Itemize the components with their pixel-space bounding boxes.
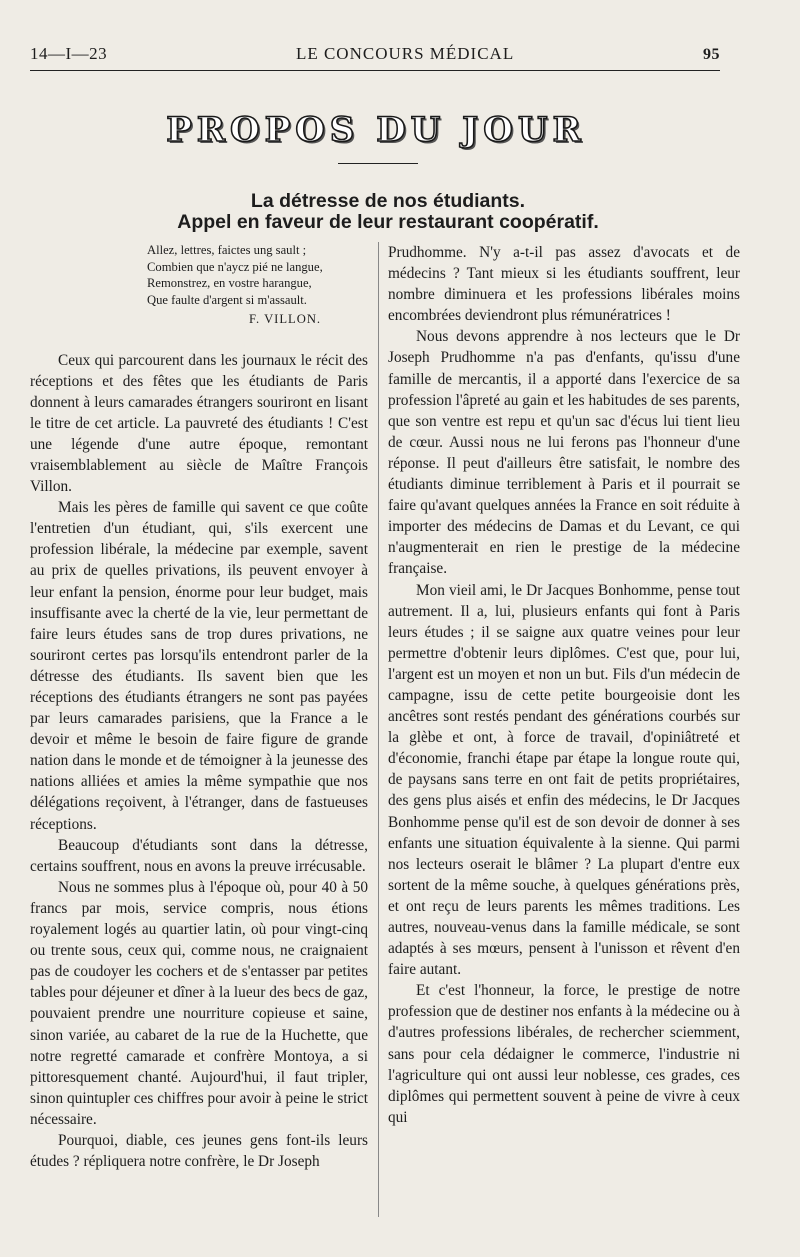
article-subheadline: Appel en faveur de leur restaurant coopératif. — [177, 211, 599, 233]
right-column — [388, 242, 740, 1128]
paragraph: Prudhomme. N'y a-t-il pas assez d'avocats et de médecins ? Tant mieux si les étudiants souffrent, leur nombre diminuera et les professions libérales moins encombrées deviendront plus rémunératrices ! — [388, 244, 740, 325]
page-number: 95 — [703, 46, 720, 63]
paragraph: Ceux qui parcourent dans les journaux le récit des réceptions et des fêtes que les étudiants de Paris donnent à leurs camarades étrangers souriront en lisant le titre de cet article. La pauvreté des étudiants ! C'est une légende d'une autre époque, remontant vraisemblablement au siècle de Maître François Villon. — [30, 351, 368, 496]
paragraph: Pourquoi, diable, ces jeunes gens font-ils leurs études ? répliquera notre confrère, le Dr Joseph — [30, 1131, 368, 1171]
left-column — [30, 242, 368, 1172]
issue-date: 14—I—23 — [30, 44, 108, 63]
epigraph-line: Combien que n'aycz pié ne langue, — [147, 259, 323, 274]
epigraph-line: Que faulte d'argent si m'assault. — [147, 292, 307, 307]
title-divider — [338, 163, 418, 164]
paragraph: Et c'est l'honneur, la force, le prestige de notre profession que de destiner nos enfants à la médecine ou à d'autres professions libérales, de rechercher sciemment, sans pour cela dédaigner le commerce, l'industrie ni l'agriculture qui ont aussi leur noblesse, ces grades, ces diplômes qui permettent souvent à peine de vivre à ceux qui — [388, 982, 740, 1126]
paragraph: Mais les pères de famille qui savent ce que coûte l'entretien d'un étudiant, qui, s'ils exercent une profession libérale, la médecine par exemple, savent au prix de quelles privations, ils peuvent envoyer à leur enfant la pension, énorme pour leur budget, mais insuffisante avec la cherté de la vie, leur permettant de faire leurs études sans de trop dures privations, ne souriront certes pas lorsqu'ils entendront parler de la détresse des étudiants. Ils savent bien que les réceptions des étudiants étrangers ne sont pas payées par leurs camarades parisiens, que la France a le devoir et même le besoin de faire figure de grande nation dans le monde et de témoigner à la jeunesse des nations alliées et amies la même sympathie que nos délégations reçoivent, à l'étranger, dans de fastueuses réceptions. — [30, 499, 368, 833]
epigraph-line: Allez, lettres, faictes ung sault ; — [147, 243, 307, 257]
paragraph: Beaucoup d'étudiants sont dans la détresse, certains souffrent, nous en avons la preuve irrécusable. — [30, 836, 368, 875]
article-headline: La détresse de nos étudiants. — [250, 190, 526, 212]
column-divider — [378, 242, 379, 1217]
section-title: PROPOS DU JOUR — [166, 110, 586, 150]
paragraph: Mon vieil ami, le Dr Jacques Bonhomme, pense tout autrement. Il a, lui, plusieurs enfants qui font à Paris leurs études ; il se saigne aux quatre veines pour leur permettre d'obtenir leurs diplômes. C'est que, pour lui, l'argent est un moyen et non un but. Fils d'un médecin de campagne, issu de cette petite bourgeoisie dont les ancêtres sont restés pendant des générations courbés sur la glèbe et ont, à force de travail, d'opiniâtreté et d'économie, franchi étape par étape la longue route qui, de paysans sans terre en ont fait de petits propriétaires, des gens plus aisés et enfin des médecins, le Dr Jacques Bonhomme pense qu'il est de son devoir de donner à ses enfants une situation équivalente à la sienne. Qui parmi nos lecteurs oserait le blâmer ? La plupart d'entre eux sortent de la même souche, à quelques générations près, et ont reçu de leurs parents les mêmes traditions. Les autres, nouveau-venus dans la famille médicale, se sont adaptés à ses mœurs, pensent à l'unisson et rêvent d'en faire autant. — [388, 581, 740, 979]
running-header — [30, 44, 720, 71]
journal-name: LE CONCOURS MÉDICAL — [295, 44, 515, 63]
paragraph: Nous ne sommes plus à l'époque où, pour 40 à 50 francs par mois, service compris, nous étions royalement logés au quartier latin, où pour vingt-cinq ou trente sous, ceux qui, comme nous, ne craignaient pas de coudoyer les cochers et de s'entasser par petites tables pour déjeuner et dîner à la lueur des becs de gaz, pouvaient prendre une nourriture copieuse et saine, sinon variée, au cabaret de la rue de la Huchette, que notre regretté camarade et confrère Montoya, a si pittoresquement chanté. Aujourd'hui, il faut tripler, sinon quintupler ces chiffres pour avoir à peine le strict nécessaire. — [30, 878, 368, 1128]
paragraph: Nous devons apprendre à nos lecteurs que le Dr Joseph Prudhomme n'a pas d'enfants, qu'issu d'une famille de mercantis, il a apporté dans l'exercice de sa profession l'âpreté au gain et les habitudes de ses parents, que son ventre est repu et qu'un sac d'écus lui tient lieu de cœur. Aussi nous ne lui ferons pas l'honneur d'une réponse. Il peut d'ailleurs être satisfait, le nombre des étudiants diminue terriblement à Paris et il pourrait se faire qu'avant quelques années la France en soit réduite à importer des médecins de Damas et du Levant, ce qui n'augmenterait en rien le prestige de la médecine française. — [388, 328, 740, 578]
epigraph — [147, 242, 368, 328]
epigraph-author: F. VILLON. — [249, 312, 322, 326]
epigraph-line: Remonstrez, en vostre harangue, — [147, 276, 312, 290]
